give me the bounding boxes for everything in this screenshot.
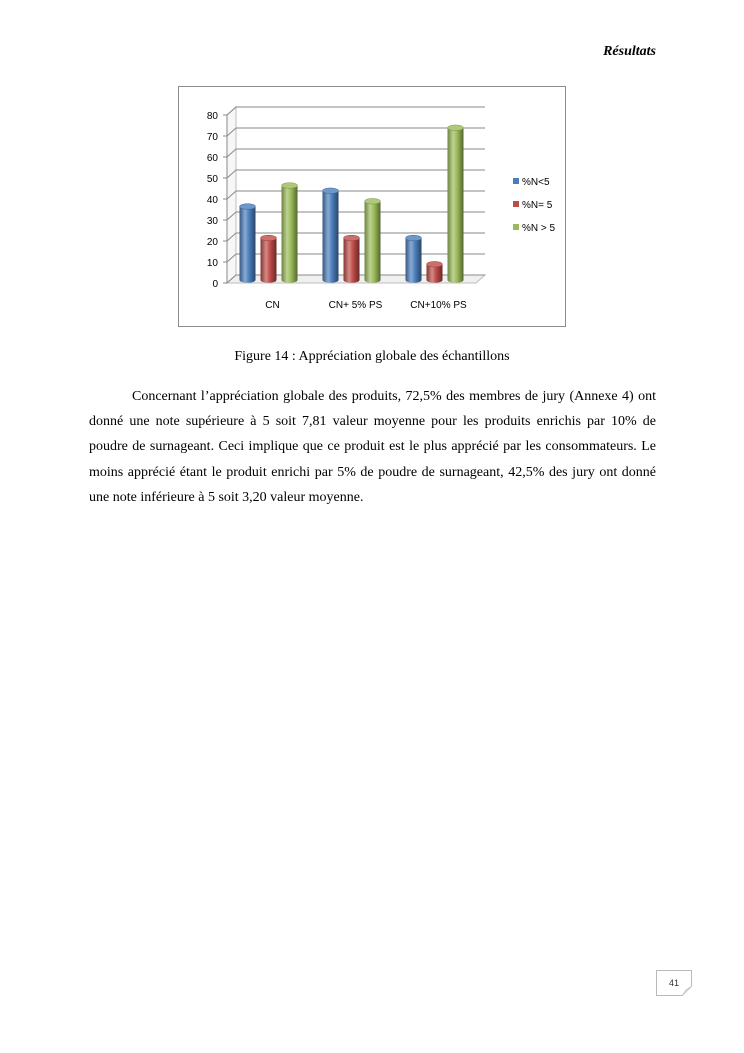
x-tick-label: CN+10% PS bbox=[410, 300, 467, 311]
bar-top bbox=[261, 235, 277, 241]
y-tick-label: 50 bbox=[206, 174, 218, 185]
bar bbox=[261, 238, 277, 283]
bar-top bbox=[427, 261, 443, 267]
y-tick-label: 40 bbox=[206, 195, 218, 206]
bar-top bbox=[282, 183, 298, 189]
running-header: Résultats bbox=[603, 44, 656, 59]
bar-top bbox=[448, 125, 464, 131]
legend-swatch bbox=[513, 178, 519, 184]
bar-top bbox=[344, 235, 360, 241]
legend-swatch bbox=[513, 224, 519, 230]
gridline bbox=[227, 149, 485, 157]
legend-swatch bbox=[513, 201, 519, 207]
x-tick-label: CN bbox=[265, 300, 280, 311]
bar bbox=[282, 186, 298, 283]
y-tick-label: 60 bbox=[206, 153, 218, 164]
body-paragraph bbox=[89, 384, 656, 510]
y-tick-label: 70 bbox=[206, 132, 218, 143]
legend-label: %N= 5 bbox=[522, 200, 553, 211]
gridline bbox=[227, 212, 485, 220]
y-tick-label: 0 bbox=[212, 279, 218, 290]
figure-caption: Figure 14 : Appréciation globale des échantillons bbox=[234, 349, 510, 364]
bar bbox=[448, 128, 464, 283]
bar bbox=[406, 238, 422, 283]
bar-top bbox=[323, 188, 339, 194]
gridline bbox=[227, 107, 485, 115]
paragraph-text: Concernant l’appréciation globale des produits, 72,5% des membres de jury (Annexe 4) ont donné une note supérieure à 5 soit 7,81 valeur moyenne pour les produits enrichis par 10% de poudre de surnageant. Ceci implique que ce produit est le plus apprécié par les consommateurs. Le moins apprécié étant le produit enrichi par 5% de poudre de surnageant, 42,5% des jury ont donné une note inférieure à 5 soit 3,20 valeur moyenne. bbox=[89, 389, 656, 505]
y-tick-label: 10 bbox=[206, 258, 218, 269]
bar-top bbox=[240, 204, 256, 210]
bar-top bbox=[365, 198, 381, 204]
bar bbox=[323, 191, 339, 283]
page-number: 41 bbox=[668, 978, 679, 988]
y-tick-label: 20 bbox=[206, 237, 218, 248]
bar bbox=[365, 201, 381, 283]
legend-label: %N > 5 bbox=[522, 223, 556, 234]
gridline bbox=[227, 191, 485, 199]
legend-label: %N<5 bbox=[522, 177, 550, 188]
bar bbox=[344, 238, 360, 283]
gridline bbox=[227, 128, 485, 136]
chart-frame bbox=[178, 86, 566, 327]
bar-top bbox=[406, 235, 422, 241]
y-tick-label: 80 bbox=[206, 111, 218, 122]
gridline bbox=[227, 170, 485, 178]
x-tick-label: CN+ 5% PS bbox=[328, 300, 383, 311]
y-tick-label: 30 bbox=[206, 216, 218, 227]
page-curl-icon bbox=[682, 986, 692, 996]
bar-chart bbox=[179, 87, 565, 326]
page-number-box bbox=[656, 970, 692, 996]
bar bbox=[240, 207, 256, 283]
